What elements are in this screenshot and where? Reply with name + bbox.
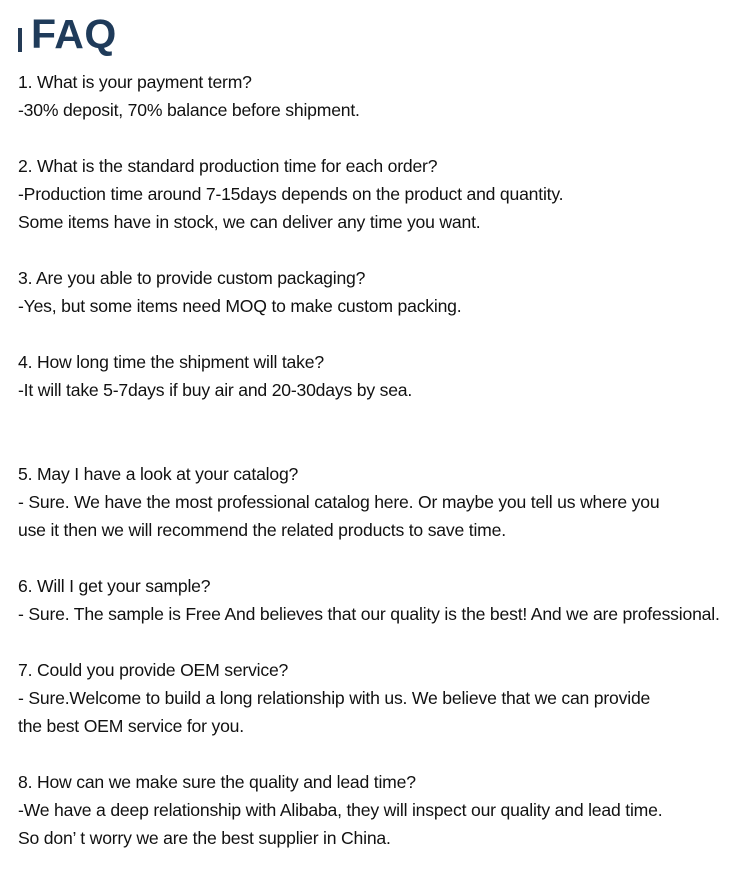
faq-list [18,68,750,852]
faq-item-5 [18,460,750,544]
faq-answer: -It will take 5-7days if buy air and 20-30days by sea. [18,380,413,400]
faq-answer: - Sure.Welcome to build a long relationship with us. We believe that we can provide [18,688,651,708]
faq-item-3 [18,264,750,320]
faq-question: 8. How can we make sure the quality and lead time? [18,772,416,792]
faq-question: 5. May I have a look at your catalog? [18,464,299,484]
faq-question: 2. What is the standard production time for each order? [18,156,438,176]
faq-answer: the best OEM service for you. [18,716,244,736]
faq-answer: - Sure. We have the most professional catalog here. Or maybe you tell us where you [18,492,660,512]
faq-question: 4. How long time the shipment will take? [18,352,324,372]
faq-header [18,10,117,58]
title-accent-bar [18,28,22,52]
faq-item-6 [18,572,750,628]
faq-answer: use it then we will recommend the related products to save time. [18,520,506,540]
page-title: FAQ [31,10,117,57]
faq-answer: -We have a deep relationship with Alibaba, they will inspect our quality and lead time. [18,800,663,820]
faq-item-8 [18,768,750,852]
faq-question: 7. Could you provide OEM service? [18,660,289,680]
faq-item-4 [18,348,750,404]
faq-item-2 [18,152,750,236]
faq-item-1 [18,68,750,124]
faq-answer: So don’ t worry we are the best supplier in China. [18,828,391,848]
faq-answer: Some items have in stock, we can deliver any time you want. [18,212,481,232]
faq-item-7 [18,656,750,740]
faq-question: 1. What is your payment term? [18,72,252,92]
faq-question: 6. Will I get your sample? [18,576,211,596]
faq-answer: -30% deposit, 70% balance before shipment. [18,100,360,120]
faq-question: 3. Are you able to provide custom packaging? [18,268,366,288]
faq-answer: -Yes, but some items need MOQ to make custom packing. [18,296,462,316]
faq-answer: - Sure. The sample is Free And believes that our quality is the best! And we are professional. [18,604,720,624]
faq-answer: -Production time around 7-15days depends on the product and quantity. [18,184,564,204]
